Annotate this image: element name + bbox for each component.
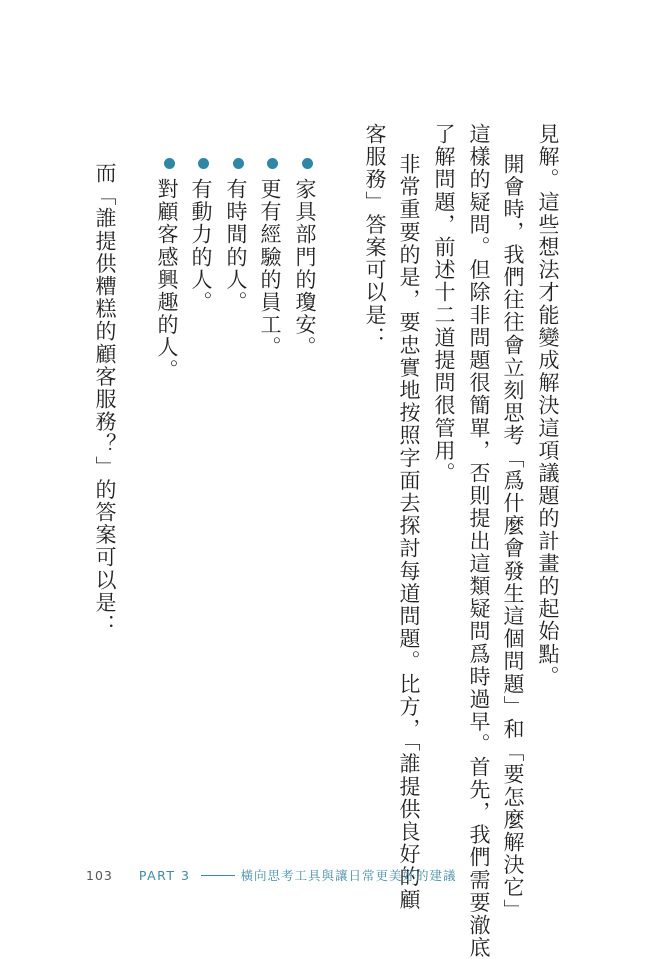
bullet-item: 有時間的人。 bbox=[224, 178, 248, 314]
bullet-dot-icon bbox=[267, 158, 278, 169]
bullet-dot-icon bbox=[302, 158, 313, 169]
bullet-item: 對顧客感興趣的人。 bbox=[155, 178, 179, 382]
paragraph-line: 這樣的疑問。但除非問題很簡單，否則提出這類疑問爲時過早。首先，我們需要澈底 bbox=[467, 123, 491, 959]
bullet-dot-icon bbox=[164, 158, 175, 169]
footer-divider bbox=[201, 875, 235, 876]
bullet-item: 更有經驗的員工。 bbox=[258, 178, 282, 359]
bullet-item: 有動力的人。 bbox=[189, 178, 213, 314]
page-number: 103 bbox=[86, 867, 113, 883]
bullet-item: 家具部門的瓊安。 bbox=[293, 178, 317, 359]
chapter-title: 橫向思考工具與讓日常更美好的建議 bbox=[240, 868, 457, 883]
paragraph-line: 客服務」答案可以是： bbox=[363, 123, 387, 349]
paragraph-line: 了解問題，前述十二道提問很管用。 bbox=[432, 123, 456, 485]
paragraph-line: 開會時，我們往往會立刻思考「爲什麼會發生這個問題」和「要怎麼解決它」 bbox=[501, 153, 525, 922]
closing-line: 而「誰提供糟糕的顧客服務？」的答案可以是： bbox=[93, 162, 117, 637]
paragraph-line: 見解。這些想法才能變成解決這項議題的計畫的起始點。 bbox=[536, 123, 560, 688]
page-footer bbox=[86, 866, 457, 884]
bullet-dot-icon bbox=[233, 158, 244, 169]
paragraph-line: 非常重要的是，要忠實地按照字面去探討每道問題。比方，「誰提供良好的顧 bbox=[397, 153, 421, 911]
bullet-dot-icon bbox=[198, 158, 209, 169]
part-label: PART 3 bbox=[138, 867, 191, 883]
